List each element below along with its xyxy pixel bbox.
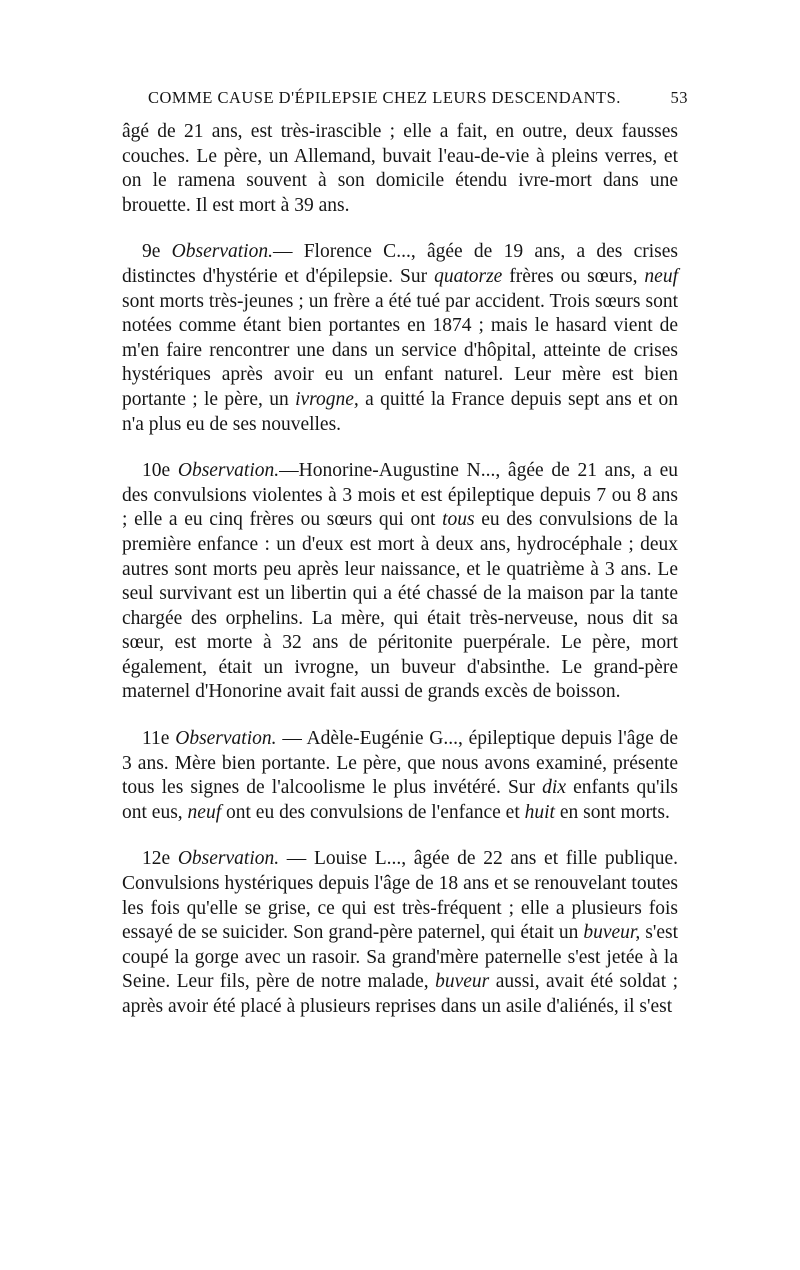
emphasis: dix — [542, 777, 566, 799]
observation-9 — [122, 240, 678, 437]
text-run: s'est coupé la gorge avec un rasoir. Sa grand'mère paternelle s'est jetée à la Seine. Leur fils, père de notre malade, — [122, 922, 678, 993]
text-run: enfants qu'ils ont eus, — [122, 777, 678, 823]
paragraph-continuation: âgé de 21 ans, est très-irascible ; elle a fait, en outre, deux fausses couches. Le père, un Allemand, buvait l'eau-de-vie à pleins verres, et on le ramena souvent à son domicile étendu ivre-mort dans une brouette. Il est mort à 39 ans. — [122, 121, 678, 216]
text-run: aussi, avait été soldat ; après avoir été placé à plusieurs reprises dans un asile d'aliénés, il s'est — [122, 971, 678, 1017]
page-number: 53 — [670, 88, 688, 107]
text-run: frères ou sœurs, — [502, 265, 645, 287]
emphasis: buveur — [435, 971, 490, 993]
text-run: — Louise L..., âgée de 22 ans et fille publique. Convulsions hystériques depuis l'âge de 18 ans et se renouvelant toutes les fois qu'elle se grise, ce qui est très-fréquent ; elle a plusieurs fois essayé de se suicider. Son grand-père paternel, qui était un — [122, 848, 678, 944]
text-run: en sont morts. — [554, 801, 670, 823]
observation-title: Observation. — [175, 728, 277, 750]
observation-number: 9e — [142, 241, 161, 263]
text-run: ont eu des convulsions de l'enfance et — [221, 801, 525, 823]
emphasis: quatorze — [434, 265, 503, 287]
observation-title: Observation. — [171, 241, 273, 263]
observation-title: Observation. — [177, 460, 280, 482]
observation-title: Observation. — [177, 848, 280, 870]
emphasis: tous — [442, 509, 475, 531]
running-head — [148, 88, 688, 108]
text-run: — Adèle-Eugénie G..., épileptique depuis l'âge de 3 ans. Mère bien portante. Le père, que nous avons examiné, présente tous les signes de l'alcoolisme le plus invétéré. Sur — [122, 728, 678, 799]
emphasis: buveur, — [583, 922, 641, 944]
observation-number: 12e — [142, 848, 171, 870]
observation-11 — [122, 727, 678, 825]
observation-10 — [122, 459, 678, 705]
observation-number: 10e — [142, 460, 171, 482]
text-run: eu des convulsions de la première enfance : un d'eux est mort à deux ans, hydrocéphale ; deux autres sont morts peu après leur naissance, et le quatrième à 3 ans. Le seul survivant est un libertin qui a été chassé de la maison par la tante chargée des orphelins. La mère, qui était très-nerveuse, nous dit sa sœur, est morte à 32 ans de péritonite puerpérale. Le père, mort également, était un ivrogne, un buveur d'absinthe. Le grand-père maternel d'Honorine avait fait aussi de grands excès de boisson. — [122, 509, 678, 703]
observation-12 — [122, 847, 678, 1019]
running-title: COMME CAUSE D'ÉPILEPSIE CHEZ LEURS DESCENDANTS. — [148, 88, 621, 107]
text-run: —Honorine-Augustine N..., âgée de 21 ans, a eu des convulsions violentes à 3 mois et est épileptique depuis 7 ou 8 ans ; elle a eu cinq frères ou sœurs qui ont — [122, 460, 678, 531]
emphasis: neuf — [644, 265, 678, 287]
text-run: sont morts très-jeunes ; un frère a été tué par accident. Trois sœurs sont notées comme étant bien portantes en 1874 ; mais le hasard vient de m'en faire rencontrer une dans un service d'hôpital, atteinte de crises hystériques après avoir eu un enfant naturel. Leur mère est bien portante ; le père, un — [122, 290, 678, 410]
emphasis: huit — [524, 801, 555, 823]
observation-number: 11e — [142, 728, 170, 750]
text-run: a quitté la France depuis sept ans et on n'a plus eu de ses nouvelles. — [122, 388, 678, 435]
page-body — [122, 120, 678, 1020]
emphasis: ivrogne, — [295, 388, 359, 410]
text-run: — Florence C..., âgée de 19 ans, a des crises distinctes d'hystérie et d'épilepsie. Sur — [122, 241, 679, 287]
emphasis: neuf — [187, 801, 222, 823]
